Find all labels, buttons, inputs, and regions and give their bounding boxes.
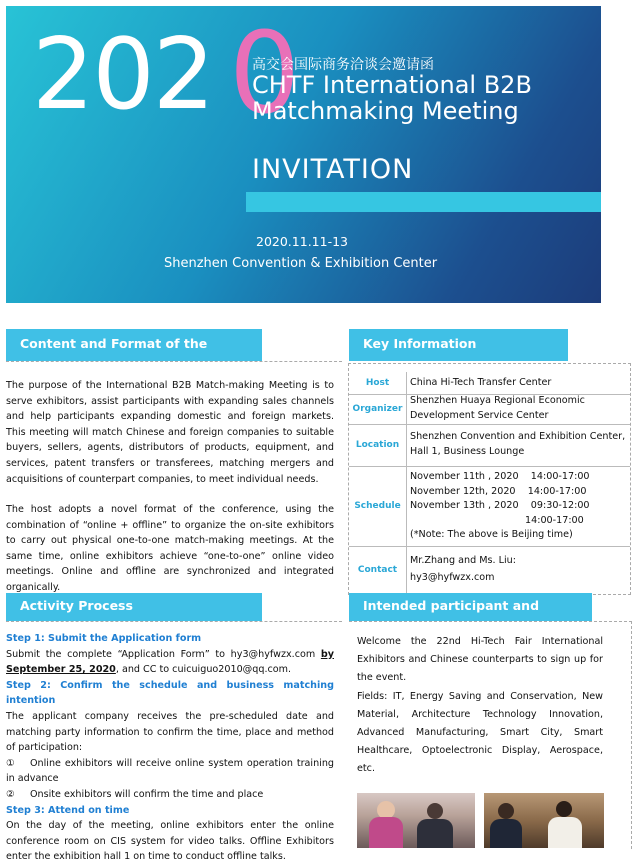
schedule-line: November 13th , 2020 09:30-12:00 — [410, 500, 590, 511]
step2-item-1 — [6, 756, 334, 787]
content-paragraph-1: The purpose of the International B2B Match-making Meeting is to serve exhibitors, assist participants with expanding sales channels and help participants expanding domestic and foreign markets. This meeting will match Chinese and foreign companies to suitable buyers, sellers, agents, distributors of products, equipment, and services, patent transfers or transferees, matching mergers and acquisitions of counterpart companies, to meet individual needs. — [6, 380, 334, 485]
banner-title-cn: 高交会国际商务洽谈会邀请函 — [252, 57, 434, 73]
schedule-line: November 11th , 2020 14:00-17:00 — [410, 471, 590, 482]
photo-person-head — [427, 803, 443, 819]
content-section-heading: Content and Format of the Meeting — [6, 329, 262, 361]
key-info-heading: Key Information — [349, 329, 568, 361]
item1-marker: ① — [6, 757, 15, 769]
banner — [6, 6, 601, 303]
item1-text: Online exhibitors will receive online system operation training in advance — [6, 757, 334, 785]
contact-value — [410, 554, 628, 585]
banner-title-en: CHTF International B2B Matchmaking Meeting — [252, 71, 532, 125]
schedule-value — [410, 470, 628, 543]
host-value: China Hi-Tech Transfer Center — [410, 377, 552, 388]
photo-person-body — [417, 819, 453, 848]
banner-year-last-digit: 0 — [229, 9, 301, 139]
organizer-label: Organizer — [349, 394, 407, 424]
step3-text: On the day of the meeting, online exhibitors enter the online conference room on CIS system for video talks. Offline Exhibitors enter the exhibition hall 1 on time to conduct offline talks. — [6, 820, 334, 863]
banner-invitation: INVITATION — [252, 154, 414, 185]
banner-date: 2020.11.11-13 — [256, 234, 348, 249]
schedule-label: Schedule — [349, 466, 407, 546]
photo-person-head — [556, 801, 572, 817]
intended-paragraph-2: Fields: IT, Energy Saving and Conservation, New Material, Architecture Technology Innovation, Advanced Manufacturing, Smart City, Smart Healthcare, Optoelectronic Display, Aerospace, etc. — [357, 691, 603, 774]
host-label: Host — [349, 372, 407, 394]
location-label: Location — [349, 424, 407, 466]
contact-names: Mr.Zhang and Ms. Liu: — [410, 555, 516, 566]
content-paragraph-2: The host adopts a novel format of the conference, using the combination of “online + offline” to organize the on-site exhibitors to carry out physical one-to-one match-making meetings. At the same time, online exhibitors achieve “one-to-one” online video meetings. Online and offline are synchronized and integrated organically. — [6, 504, 334, 593]
location-value: Shenzhen Convention and Exhibition Center, Hall 1, Business Lounge — [410, 431, 626, 457]
step1-text-a: Submit the complete “Application Form” to hy3@hyfwzx.com — [6, 648, 321, 660]
intended-paragraph-1: Welcome the 22nd Hi-Tech Fair International Exhibitors and Chinese counterparts to sign up for the event. — [357, 636, 603, 683]
key-info-row-organizer — [349, 394, 630, 425]
banner-stripe — [246, 192, 601, 212]
schedule-line: 14:00-17:00 — [525, 514, 584, 526]
organizer-value: Shenzhen Huaya Regional Economic Development Service Center — [410, 395, 585, 421]
key-info-row-contact — [349, 546, 630, 594]
photo-person-body — [369, 817, 403, 848]
key-info-table — [348, 363, 631, 595]
step1-title: Step 1: Submit the Application form — [6, 633, 202, 644]
contact-email: hy3@hyfwzx.com — [410, 571, 495, 583]
banner-venue: Shenzhen Convention & Exhibition Center — [164, 256, 438, 271]
banner-year: 202 — [32, 18, 214, 132]
item2-text: Onsite exhibitors will confirm the time and place — [30, 788, 264, 800]
step1-text-b: , and CC to cuicuiguo2010@qq.com. — [115, 664, 292, 676]
intended-heading: Intended participant and industry — [349, 593, 592, 621]
step2-item-2 — [6, 787, 334, 803]
activity-content — [6, 631, 334, 865]
key-info-row-location — [349, 424, 630, 467]
schedule-note: (*Note: The above is Beijing time) — [410, 529, 573, 540]
activity-heading: Activity Process — [6, 593, 262, 621]
step3-title: Step 3: Attend on time — [6, 804, 130, 816]
key-info-row-schedule — [349, 466, 630, 547]
key-info-row-host — [349, 372, 630, 395]
step1-text — [6, 647, 334, 678]
step1-deadline: by September 25, 2020 — [6, 648, 334, 676]
photo-person-head — [498, 803, 514, 819]
item2-marker: ② — [6, 788, 15, 800]
meeting-photo-2 — [484, 793, 604, 848]
photo-person-body — [548, 817, 582, 848]
step2-title: Step 2: Confirm the schedule and business matching intention — [6, 679, 334, 707]
photo-person-body — [490, 819, 522, 848]
schedule-line: November 12th, 2020 14:00-17:00 — [410, 485, 587, 497]
step2-text: The applicant company receives the pre-scheduled date and matching party information to confirm the time, place and method of participation: — [6, 710, 334, 754]
contact-label: Contact — [349, 546, 407, 594]
meeting-photo-1 — [357, 793, 475, 848]
